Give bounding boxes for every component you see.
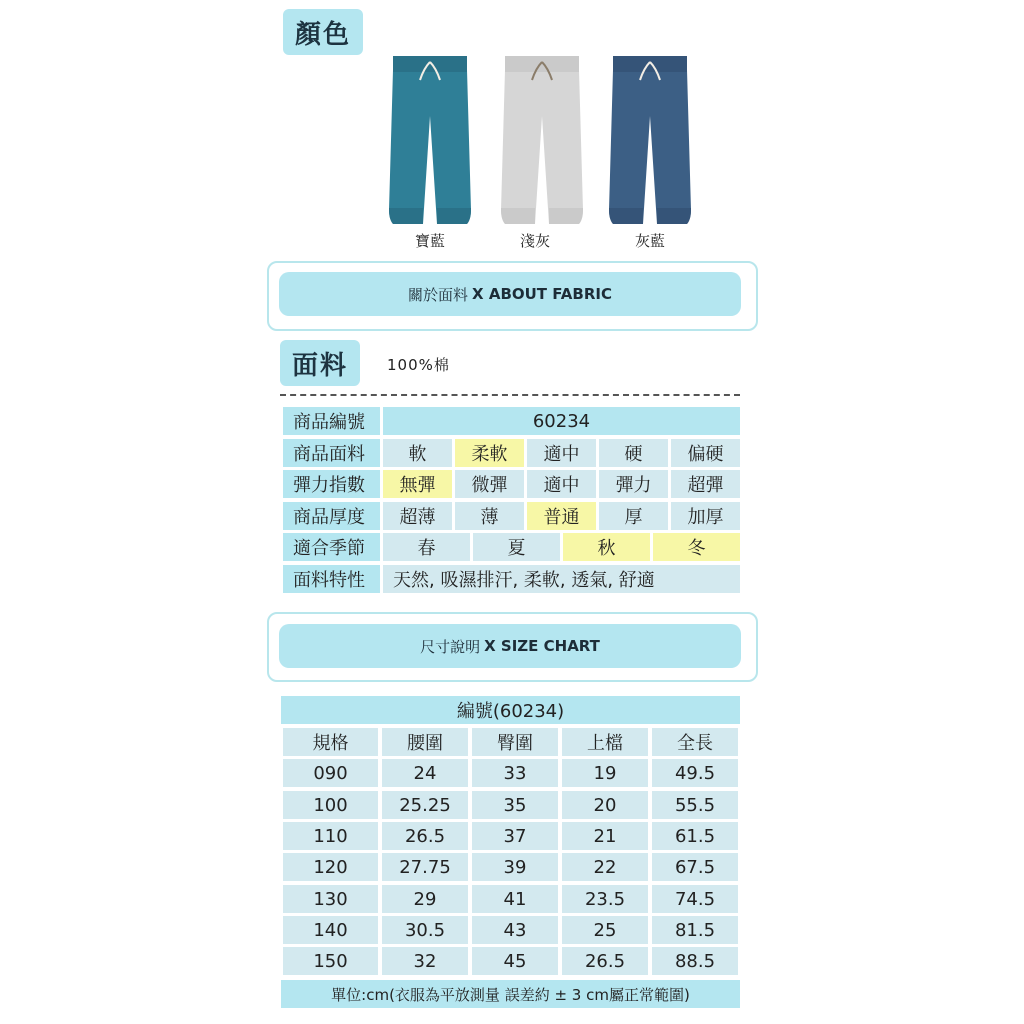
spec-cell: 超薄 — [383, 502, 452, 530]
size-cell: 39 — [472, 853, 558, 881]
size-cell: 30.5 — [382, 916, 468, 944]
size-cell: 22 — [562, 853, 648, 881]
size-cell: 37 — [472, 822, 558, 850]
spec-cell: 適中 — [527, 470, 596, 498]
spec-cell: 冬 — [653, 533, 740, 561]
fabric-banner-inner — [279, 272, 741, 316]
size-cell: 150 — [283, 947, 378, 975]
spec-cell: 厚 — [599, 502, 668, 530]
size-banner-en: X SIZE CHART — [484, 637, 600, 655]
size-cell: 25 — [562, 916, 648, 944]
size-header-cell: 規格 — [283, 728, 378, 756]
size-cell: 090 — [283, 759, 378, 787]
size-cell: 45 — [472, 947, 558, 975]
size-header-cell: 腰圍 — [382, 728, 468, 756]
spec-row-label: 面料特性 — [283, 565, 380, 593]
size-cell: 35 — [472, 791, 558, 819]
size-header-cell: 全長 — [652, 728, 738, 756]
size-cell: 74.5 — [652, 885, 738, 913]
size-cell: 20 — [562, 791, 648, 819]
fabric-title: 面料 — [280, 340, 360, 386]
size-header-cell: 臀圍 — [472, 728, 558, 756]
size-cell: 21 — [562, 822, 648, 850]
size-header-cell: 上檔 — [562, 728, 648, 756]
fabric-banner-en: X ABOUT FABRIC — [472, 285, 612, 303]
size-cell: 19 — [562, 759, 648, 787]
spec-row-label: 商品編號 — [283, 407, 380, 435]
spec-cell: 軟 — [383, 439, 452, 467]
spec-cell: 超彈 — [671, 470, 740, 498]
spec-cell: 無彈 — [383, 470, 452, 498]
fabric-content: 100%棉 — [387, 356, 450, 374]
spec-cell: 硬 — [599, 439, 668, 467]
size-cell: 81.5 — [652, 916, 738, 944]
size-cell: 26.5 — [382, 822, 468, 850]
spec-cell: 春 — [383, 533, 470, 561]
spec-cell: 適中 — [527, 439, 596, 467]
size-cell: 55.5 — [652, 791, 738, 819]
pants-image-royal-blue — [385, 50, 475, 230]
size-cell: 130 — [283, 885, 378, 913]
pants-image-light-gray — [497, 50, 587, 230]
colors-title: 顏色 — [283, 9, 363, 55]
size-table-title: 編號(60234) — [281, 696, 740, 724]
spec-cell: 夏 — [473, 533, 560, 561]
size-table-footer: 單位:cm(衣服為平放測量 誤差約 ± 3 cm屬正常範圍) — [281, 980, 740, 1008]
spec-cell: 彈力 — [599, 470, 668, 498]
spec-cell: 偏硬 — [671, 439, 740, 467]
size-cell: 41 — [472, 885, 558, 913]
size-cell: 27.75 — [382, 853, 468, 881]
spec-cell: 普通 — [527, 502, 596, 530]
spec-cell: 加厚 — [671, 502, 740, 530]
size-cell: 43 — [472, 916, 558, 944]
size-cell: 100 — [283, 791, 378, 819]
color-label-royal-blue: 寶藍 — [414, 232, 445, 250]
spec-cell: 天然, 吸濕排汗, 柔軟, 透氣, 舒適 — [383, 565, 740, 593]
size-cell: 110 — [283, 822, 378, 850]
size-cell: 33 — [472, 759, 558, 787]
spec-row-label: 商品厚度 — [283, 502, 380, 530]
size-cell: 140 — [283, 916, 378, 944]
size-cell: 61.5 — [652, 822, 738, 850]
size-cell: 120 — [283, 853, 378, 881]
spec-row-label: 商品面料 — [283, 439, 380, 467]
fabric-banner-cn: 關於面料 — [408, 285, 469, 304]
size-cell: 23.5 — [562, 885, 648, 913]
spec-cell: 柔軟 — [455, 439, 524, 467]
size-cell: 49.5 — [652, 759, 738, 787]
size-banner-inner — [279, 624, 741, 668]
size-banner-cn: 尺寸說明 — [420, 637, 481, 656]
color-label-gray-blue: 灰藍 — [634, 232, 665, 250]
spec-cell: 薄 — [455, 502, 524, 530]
size-cell: 29 — [382, 885, 468, 913]
color-label-light-gray: 淺灰 — [519, 232, 550, 250]
size-cell: 26.5 — [562, 947, 648, 975]
spec-cell: 微彈 — [455, 470, 524, 498]
spec-row-label: 適合季節 — [283, 533, 380, 561]
spec-cell: 60234 — [383, 407, 740, 435]
size-cell: 25.25 — [382, 791, 468, 819]
size-cell: 88.5 — [652, 947, 738, 975]
spec-cell: 秋 — [563, 533, 650, 561]
dashed-divider — [280, 394, 740, 396]
size-cell: 32 — [382, 947, 468, 975]
size-cell: 24 — [382, 759, 468, 787]
size-cell: 67.5 — [652, 853, 738, 881]
spec-row-label: 彈力指數 — [283, 470, 380, 498]
pants-image-gray-blue — [605, 50, 695, 230]
